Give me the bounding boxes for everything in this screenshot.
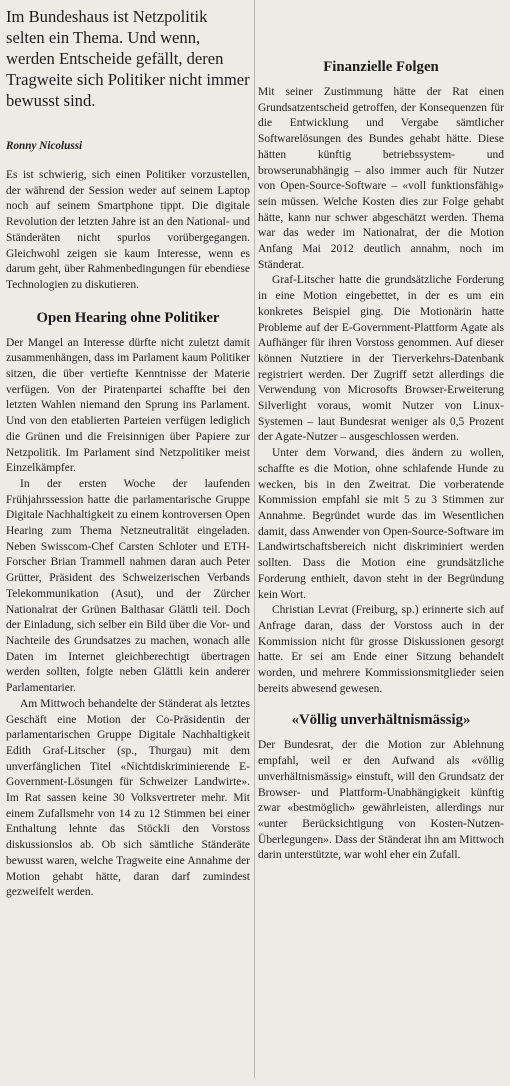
column-divider — [254, 0, 255, 1078]
section-heading-voellig-unverhaeltnismaessig: «Völlig unverhältnismässig» — [291, 712, 471, 729]
body-paragraph: Der Bundesrat, der die Motion zur Ablehnung empfahl, weil er den Aufwand als «völlig unverhältnismässig» einstuft, will den Grundsatz der Browser- und Plattform-Unabhängigkeit künftig zwar «bestmöglich» gewährleisten, allerdings nur «unter Berücksichtigung von Kosten-Nutzen-Überlegungen». Dass der Ständerat ihn am Mittwoch darin unterstützte, war wohl eher ein Zufall. — [258, 739, 504, 862]
body-paragraph: Unter dem Vorwand, dies ändern zu wollen, schaffte es die Motion, ohne schlafende Hunde zu wecken, bis in den Zweitrat. Die vorberatende Kommission empfahl sie mit 5 zu 3 Stimmen zur Annahme. Begründet wurde das im Wesentlichen damit, dass Anwender von Open-Source-Software im Landwirtschaftsbereich nicht diskriminiert werden sollten. Dass die Motion eine grundsätzliche Forderung enthielt, davon steht in der Begründung kein Wort. — [258, 447, 504, 601]
body-paragraph: Mit seiner Zustimmung hätte der Rat einen Grundsatzentscheid getroffen, der Konsequenzen für die Entwicklung und Vergabe sämtlicher Softwarelösungen des Bundes gehabt hätte. Diese hätten künftig betriebssystem- und browserunabhängig – also immer auch für Nutzer von Open-Source-Software – «voll funktionsfähig» sein müssen. Welche Kosten dies zur Folge gehabt hätte, kann nur schwer abgeschätzt werden. Thema war das weder im Nationalrat, der die Motion Anfang Mai 2012 deutlich annahm, noch im Ständerat. — [258, 86, 504, 271]
author-byline: Ronny Nicolussi — [6, 140, 83, 152]
section-heading-open-hearing: Open Hearing ohne Politiker — [36, 309, 220, 326]
body-paragraph: Christian Levrat (Freiburg, sp.) erinnerte sich auf Anfrage daran, dass der Vorstoss auch in der Kommission nicht für grosse Diskussionen gesorgt hatte. Er sei am Ende einer Sitzung behandelt worden, und mehrere Kommissionsmitglieder seien bereits abwesend gewesen. — [258, 604, 504, 695]
article-lead: Im Bundeshaus ist Netzpolitik selten ein Thema. Und wenn, werden Entscheide gefällt, deren Tragweite sich Politiker nicht immer bewusst sind. — [6, 7, 250, 110]
left-column — [6, 0, 250, 901]
body-paragraph: Am Mittwoch behandelte der Ständerat als letztes Geschäft eine Motion der Co-Präsidentin der parlamentarischen Gruppe Digitale Nachhaltigkeit Edith Graf-Litscher (sp., Thurgau) mit dem unverfänglichen Titel «Nichtdiskriminierende E-Government-Lösungen für Schweizer Landwirte». Im Rat sassen keine 30 Volksvertreter mehr. Mit einem Zufallsmehr von 14 zu 12 Stimmen bei einer Enthaltung lehnte das Stöckli den Vorstoss diskussionslos ab. Ob sich sämtliche Ständeräte bewusst waren, welche Tragweite eine Annahme der Motion gehabt hätte, daran darf zumindest gezweifelt werden. — [6, 697, 250, 899]
body-paragraph: In der ersten Woche der laufenden Frühjahrssession hatte die parlamentarische Gruppe Digitale Nachhaltigkeit zu einem kontroversen Open Hearing zum Thema Netzneutralität eingeladen. Neben Swisscom-Chef Carsten Schloter und ETH-Forscher Brian Trammell nahmen daran auch Peter Grütter, Präsident des Schweizerischen Verbands Telekommunikation (Asut), und der Zürcher Nationalrat der Grünen Balthasar Glättli teil. Doch der Einladung, sich selber ein Bild über die Vor- und Nachteile des Grundsatzes zu machen, wonach alle Daten im Internet gleichberechtigt übertragen werden sollten, folgte neben Glättli kein anderer Parlamentarier. — [6, 477, 250, 695]
intro-paragraph: Es ist schwierig, sich einen Politiker vorzustellen, der während der Session weder auf seinem Laptop noch auf seinem Smartphone tippt. Die digitale Revolution der letzten Jahre ist an den National- und Ständeräten nicht spurlos vorübergegangen. Gleichwohl zeigen sie kaum Interesse, wenn es darum geht, über Rahmenbedingungen für ebendiese Technologien zu diskutieren. — [6, 169, 250, 291]
body-paragraph: Graf-Litscher hatte die grundsätzliche Forderung in eine Motion eingebettet, in der es um ein konkretes Beispiel ging. Die Motionärin hatte Probleme auf der E-Government-Plattform Agate als Aufhänger für ihren Vorstoss genommen. Auf dieser können Nutztiere in der Tierverkehrs-Datenbank registriert werden. Der Zugriff setzt allerdings die Verwendung von Microsofts Browser-Erweiterung Silverlight voraus, womit Nutzer von Linux-Systemen – laut Bundesrat weniger als 0,5 Prozent der Agate-Nutzer – ausgeschlossen werden. — [258, 274, 504, 444]
body-paragraph: Der Mangel an Interesse dürfte nicht zuletzt damit zusammenhängen, dass im Parlament kaum Politiker sitzen, die über vertiefte Kenntnisse der Materie verfügen. Von der Piratenpartei schaffte bei den letzten Wahlen niemand den Sprung ins Parlament. Und von den etablierten Parteien verfügen lediglich die Grünen und die Freisinnigen über Papiere zur Netzpolitik. Im Parlament sind Netzpolitiker meist Einzelkämpfer. — [6, 336, 250, 475]
right-column — [258, 0, 504, 864]
section-heading-finanzielle-folgen: Finanzielle Folgen — [323, 59, 439, 75]
